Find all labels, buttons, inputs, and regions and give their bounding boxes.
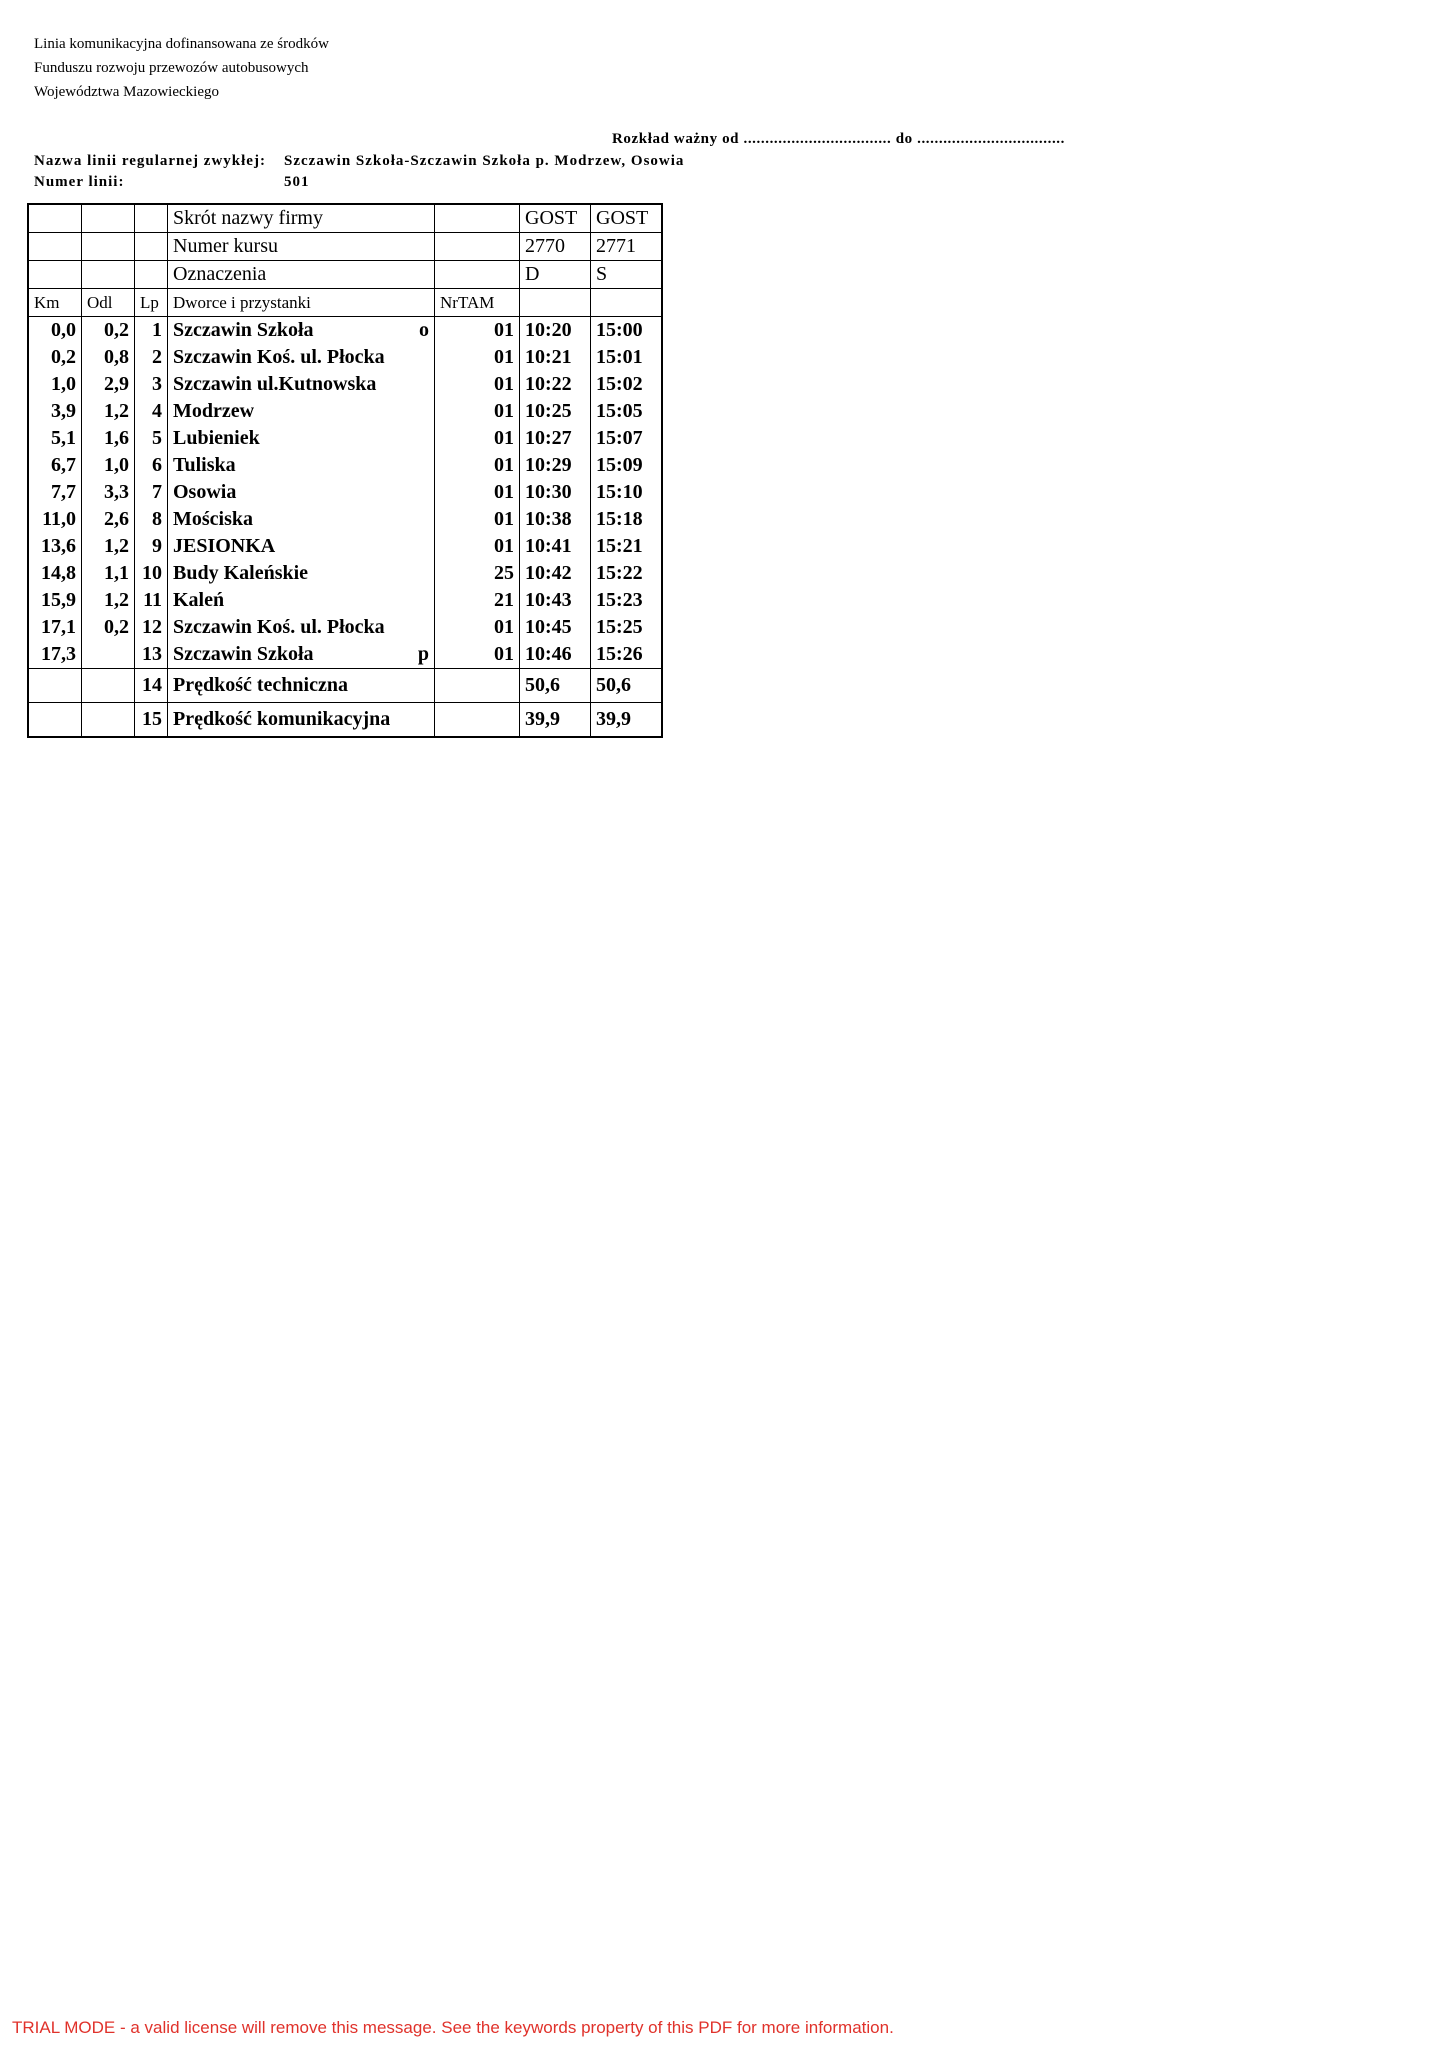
departure-time-course-2: 15:22 bbox=[591, 560, 663, 587]
stop-flag: o bbox=[419, 319, 429, 341]
column-header-nrtam: NrTAM bbox=[435, 289, 520, 317]
nrtam-cell: 01 bbox=[435, 614, 520, 641]
stop-cell bbox=[168, 425, 435, 452]
header-empty-cell bbox=[435, 204, 520, 233]
column-header-odl: Odl bbox=[82, 289, 135, 317]
nrtam-cell: 01 bbox=[435, 371, 520, 398]
departure-time-course-2: 15:05 bbox=[591, 398, 663, 425]
stop-name: Tuliska bbox=[173, 454, 236, 476]
departure-time-course-1: 10:20 bbox=[520, 317, 591, 345]
stop-number-cell: 8 bbox=[135, 506, 168, 533]
stop-number-cell: 6 bbox=[135, 452, 168, 479]
nrtam-cell: 01 bbox=[435, 641, 520, 669]
course-number-2: 2771 bbox=[591, 233, 663, 261]
km-cell: 11,0 bbox=[28, 506, 82, 533]
header-empty-cell bbox=[135, 233, 168, 261]
nrtam-cell: 25 bbox=[435, 560, 520, 587]
summary-value-course-2: 50,6 bbox=[591, 669, 663, 703]
stop-row bbox=[28, 533, 662, 560]
departure-time-course-1: 10:38 bbox=[520, 506, 591, 533]
km-cell: 3,9 bbox=[28, 398, 82, 425]
stop-flag: p bbox=[417, 643, 429, 665]
line-name-row bbox=[34, 151, 684, 172]
departure-time-course-2: 15:02 bbox=[591, 371, 663, 398]
header-empty-cell bbox=[135, 261, 168, 289]
funding-note-line-2: Funduszu rozwoju przewozów autobusowych bbox=[34, 60, 309, 76]
trial-mode-notice: TRIAL MODE - a valid license will remove this message. See the keywords property of this PDF for more information. bbox=[12, 2018, 894, 2037]
stop-row bbox=[28, 425, 662, 452]
departure-time-course-2: 15:00 bbox=[591, 317, 663, 345]
stop-name: Szczawin Szkoła bbox=[173, 319, 314, 341]
summary-number-cell: 15 bbox=[135, 703, 168, 738]
header-empty-cell bbox=[82, 261, 135, 289]
distance-cell: 1,6 bbox=[82, 425, 135, 452]
km-cell: 1,0 bbox=[28, 371, 82, 398]
departure-time-course-1: 10:43 bbox=[520, 587, 591, 614]
column-header-stops: Dworce i przystanki bbox=[168, 289, 435, 317]
stop-number-cell: 3 bbox=[135, 371, 168, 398]
stop-number-cell: 2 bbox=[135, 344, 168, 371]
stop-name-wrap bbox=[173, 400, 429, 423]
stop-number-cell: 11 bbox=[135, 587, 168, 614]
header-empty-cell bbox=[82, 233, 135, 261]
km-cell: 14,8 bbox=[28, 560, 82, 587]
stop-name: Kaleń bbox=[173, 589, 225, 611]
summary-empty-cell bbox=[435, 703, 520, 738]
departure-time-course-1: 10:30 bbox=[520, 479, 591, 506]
departure-time-course-1: 10:42 bbox=[520, 560, 591, 587]
km-cell: 17,3 bbox=[28, 641, 82, 669]
stop-name: JESIONKA bbox=[173, 535, 276, 557]
stop-cell bbox=[168, 587, 435, 614]
stop-name-wrap bbox=[173, 508, 429, 531]
stop-name: Szczawin Koś. ul. Płocka bbox=[173, 346, 385, 368]
distance-cell: 1,1 bbox=[82, 560, 135, 587]
speed-summary-row bbox=[28, 703, 662, 738]
stop-row bbox=[28, 452, 662, 479]
column-header-empty bbox=[520, 289, 591, 317]
column-header-km: Km bbox=[28, 289, 82, 317]
stop-name: Budy Kaleńskie bbox=[173, 562, 309, 584]
stop-cell bbox=[168, 452, 435, 479]
nrtam-cell: 01 bbox=[435, 506, 520, 533]
summary-label-cell: Prędkość techniczna bbox=[168, 669, 435, 703]
departure-time-course-2: 15:09 bbox=[591, 452, 663, 479]
summary-empty-cell bbox=[435, 669, 520, 703]
header-empty-cell bbox=[435, 233, 520, 261]
stop-cell bbox=[168, 560, 435, 587]
departure-time-course-2: 15:10 bbox=[591, 479, 663, 506]
stop-name-wrap bbox=[173, 454, 429, 477]
departure-time-course-1: 10:45 bbox=[520, 614, 591, 641]
departure-time-course-1: 10:27 bbox=[520, 425, 591, 452]
stop-name: Lubieniek bbox=[173, 427, 260, 449]
km-cell: 15,9 bbox=[28, 587, 82, 614]
stop-row bbox=[28, 479, 662, 506]
stop-name-wrap bbox=[173, 643, 429, 666]
distance-cell: 0,2 bbox=[82, 317, 135, 345]
nrtam-cell: 01 bbox=[435, 425, 520, 452]
stop-row bbox=[28, 398, 662, 425]
stop-number-cell: 4 bbox=[135, 398, 168, 425]
km-cell: 5,1 bbox=[28, 425, 82, 452]
distance-cell: 3,3 bbox=[82, 479, 135, 506]
timetable bbox=[27, 203, 663, 738]
stop-row bbox=[28, 614, 662, 641]
header-empty-cell bbox=[28, 233, 82, 261]
stop-number-cell: 10 bbox=[135, 560, 168, 587]
funding-note-line-1: Linia komunikacyjna dofinansowana ze środków bbox=[34, 36, 329, 52]
stop-number-cell: 1 bbox=[135, 317, 168, 345]
departure-time-course-1: 10:29 bbox=[520, 452, 591, 479]
nrtam-cell: 01 bbox=[435, 533, 520, 560]
line-number-row bbox=[34, 172, 684, 193]
departure-time-course-2: 15:26 bbox=[591, 641, 663, 669]
distance-cell: 1,2 bbox=[82, 533, 135, 560]
km-cell: 6,7 bbox=[28, 452, 82, 479]
stop-name-wrap bbox=[173, 319, 429, 342]
departure-time-course-2: 15:07 bbox=[591, 425, 663, 452]
mark-course-2: S bbox=[591, 261, 663, 289]
distance-cell: 2,9 bbox=[82, 371, 135, 398]
nrtam-cell: 01 bbox=[435, 479, 520, 506]
nrtam-cell: 01 bbox=[435, 452, 520, 479]
summary-empty-cell bbox=[28, 703, 82, 738]
stop-row bbox=[28, 587, 662, 614]
stop-row bbox=[28, 317, 662, 345]
summary-value-course-1: 50,6 bbox=[520, 669, 591, 703]
summary-number-cell: 14 bbox=[135, 669, 168, 703]
line-info bbox=[34, 151, 684, 193]
line-name-label: Nazwa linii regularnej zwykłej: bbox=[34, 153, 266, 169]
stop-cell bbox=[168, 614, 435, 641]
course-number-label: Numer kursu bbox=[168, 233, 435, 261]
stop-name-wrap bbox=[173, 373, 429, 396]
column-header-empty bbox=[591, 289, 663, 317]
header-row-company bbox=[28, 204, 662, 233]
nrtam-cell: 21 bbox=[435, 587, 520, 614]
stop-name-wrap bbox=[173, 616, 429, 639]
stop-row bbox=[28, 560, 662, 587]
stop-cell bbox=[168, 317, 435, 345]
header-row-course bbox=[28, 233, 662, 261]
departure-time-course-1: 10:25 bbox=[520, 398, 591, 425]
line-number-label: Numer linii: bbox=[34, 174, 125, 190]
stop-cell bbox=[168, 533, 435, 560]
stop-name-wrap bbox=[173, 562, 429, 585]
header-empty-cell bbox=[135, 204, 168, 233]
stop-name-wrap bbox=[173, 481, 429, 504]
km-cell: 0,2 bbox=[28, 344, 82, 371]
distance-cell bbox=[82, 641, 135, 669]
km-cell: 13,6 bbox=[28, 533, 82, 560]
stop-name-wrap bbox=[173, 427, 429, 450]
funding-note-line-3: Województwa Mazowieckiego bbox=[34, 84, 219, 100]
distance-cell: 1,2 bbox=[82, 587, 135, 614]
line-number-value: 501 bbox=[284, 174, 310, 190]
stop-number-cell: 12 bbox=[135, 614, 168, 641]
funding-note bbox=[34, 32, 329, 104]
stop-cell bbox=[168, 479, 435, 506]
departure-time-course-2: 15:01 bbox=[591, 344, 663, 371]
stop-cell bbox=[168, 641, 435, 669]
header-empty-cell bbox=[82, 204, 135, 233]
marks-label: Oznaczenia bbox=[168, 261, 435, 289]
departure-time-course-1: 10:41 bbox=[520, 533, 591, 560]
stop-cell bbox=[168, 398, 435, 425]
nrtam-cell: 01 bbox=[435, 398, 520, 425]
company-course-1: GOST bbox=[520, 204, 591, 233]
distance-cell: 1,0 bbox=[82, 452, 135, 479]
departure-time-course-1: 10:46 bbox=[520, 641, 591, 669]
line-name-value: Szczawin Szkoła-Szczawin Szkoła p. Modrzew, Osowia bbox=[284, 153, 685, 169]
summary-value-course-1: 39,9 bbox=[520, 703, 591, 738]
summary-empty-cell bbox=[82, 703, 135, 738]
stop-name: Szczawin Szkoła bbox=[173, 643, 314, 665]
stop-cell bbox=[168, 344, 435, 371]
departure-time-course-2: 15:21 bbox=[591, 533, 663, 560]
stop-row bbox=[28, 344, 662, 371]
stop-name: Osowia bbox=[173, 481, 237, 503]
column-header-lp: Lp bbox=[135, 289, 168, 317]
km-cell: 7,7 bbox=[28, 479, 82, 506]
validity-period: Rozkład ważny od .................................. do .................................. bbox=[612, 131, 1066, 147]
nrtam-cell: 01 bbox=[435, 317, 520, 345]
departure-time-course-1: 10:21 bbox=[520, 344, 591, 371]
column-headers bbox=[28, 289, 662, 317]
stop-cell bbox=[168, 506, 435, 533]
distance-cell: 2,6 bbox=[82, 506, 135, 533]
header-empty-cell bbox=[28, 204, 82, 233]
distance-cell: 0,8 bbox=[82, 344, 135, 371]
summary-value-course-2: 39,9 bbox=[591, 703, 663, 738]
stop-row bbox=[28, 371, 662, 398]
stop-number-cell: 7 bbox=[135, 479, 168, 506]
stop-name: Modrzew bbox=[173, 400, 255, 422]
company-label: Skrót nazwy firmy bbox=[168, 204, 435, 233]
stop-name: Szczawin Koś. ul. Płocka bbox=[173, 616, 385, 638]
course-number-1: 2770 bbox=[520, 233, 591, 261]
stop-name: Mościska bbox=[173, 508, 253, 530]
stop-row bbox=[28, 506, 662, 533]
stop-number-cell: 5 bbox=[135, 425, 168, 452]
header-empty-cell bbox=[28, 261, 82, 289]
stop-row bbox=[28, 641, 662, 669]
stop-name-wrap bbox=[173, 535, 429, 558]
stop-cell bbox=[168, 371, 435, 398]
summary-label-cell: Prędkość komunikacyjna bbox=[168, 703, 435, 738]
stop-number-cell: 13 bbox=[135, 641, 168, 669]
mark-course-1: D bbox=[520, 261, 591, 289]
distance-cell: 0,2 bbox=[82, 614, 135, 641]
stop-name-wrap bbox=[173, 346, 429, 369]
stop-name: Szczawin ul.Kutnowska bbox=[173, 373, 377, 395]
speed-summary-row bbox=[28, 669, 662, 703]
header-row-marks bbox=[28, 261, 662, 289]
distance-cell: 1,2 bbox=[82, 398, 135, 425]
summary-empty-cell bbox=[28, 669, 82, 703]
stop-number-cell: 9 bbox=[135, 533, 168, 560]
summary-empty-cell bbox=[82, 669, 135, 703]
stop-name-wrap bbox=[173, 589, 429, 612]
header-empty-cell bbox=[435, 261, 520, 289]
departure-time-course-2: 15:25 bbox=[591, 614, 663, 641]
nrtam-cell: 01 bbox=[435, 344, 520, 371]
km-cell: 17,1 bbox=[28, 614, 82, 641]
departure-time-course-2: 15:18 bbox=[591, 506, 663, 533]
company-course-2: GOST bbox=[591, 204, 663, 233]
departure-time-course-1: 10:22 bbox=[520, 371, 591, 398]
departure-time-course-2: 15:23 bbox=[591, 587, 663, 614]
km-cell: 0,0 bbox=[28, 317, 82, 345]
